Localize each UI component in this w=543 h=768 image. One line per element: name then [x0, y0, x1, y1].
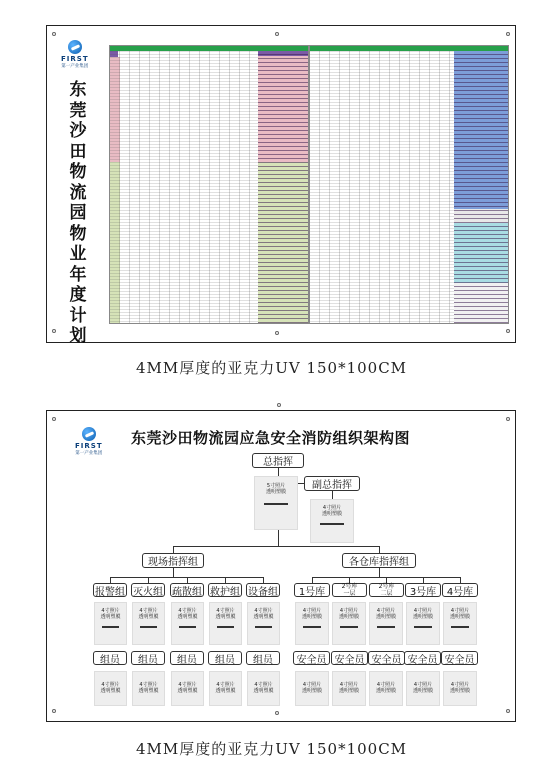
logo-word: FIRST	[75, 442, 103, 450]
warehouse-box: 2号库一层	[332, 583, 367, 597]
member-box: 组员	[170, 651, 204, 665]
safety-officer-box: 安全员	[404, 651, 441, 665]
safety-officer-photo: 4寸照片 透明塑膜	[369, 671, 403, 706]
deputy-commander-box: 副总指挥	[304, 476, 360, 491]
warehouse-leader-photo: 4寸照片 透明塑膜	[332, 602, 366, 645]
note-column	[454, 51, 509, 323]
team-box: 疏散组	[170, 583, 204, 597]
team-leader-photo: 4寸照片 透明塑膜	[94, 602, 127, 645]
warehouse-leader-photo: 4寸照片 透明塑膜	[295, 602, 329, 645]
screw	[52, 329, 56, 333]
team-leader-photo: 4寸照片 透明塑膜	[132, 602, 165, 645]
member-box: 组员	[93, 651, 127, 665]
team-leader-photo: 4寸照片 透明塑膜	[247, 602, 280, 645]
safety-officer-photo: 4寸照片 透明塑膜	[406, 671, 440, 706]
plan-caption: 4MM厚度的亚克力UV 150*100CM	[135, 359, 408, 377]
member-photo: 4寸照片 透明塑膜	[247, 671, 280, 706]
logo-subtitle: 第一产业集团	[61, 64, 89, 69]
team-box: 救护组	[208, 583, 242, 597]
warehouse-leader-photo: 4寸照片 透明塑膜	[406, 602, 440, 645]
warehouse-command-group: 各仓库指挥组	[342, 553, 416, 568]
team-leader-photo: 4寸照片 透明塑膜	[171, 602, 204, 645]
member-box: 组员	[131, 651, 165, 665]
plan-table-left	[109, 45, 309, 324]
member-photo: 4寸照片 透明塑膜	[132, 671, 165, 706]
screw	[275, 32, 279, 36]
team-box: 设备组	[246, 583, 280, 597]
warehouse-box: 4号库	[442, 583, 478, 597]
team-box: 灭火组	[131, 583, 165, 597]
safety-officer-box: 安全员	[368, 651, 405, 665]
safety-officer-photo: 4寸照片 透明塑膜	[443, 671, 477, 706]
member-photo: 4寸照片 透明塑膜	[209, 671, 242, 706]
screw	[506, 32, 510, 36]
warehouse-box: 2号库二层	[369, 583, 404, 597]
warehouse-leader-photo: 4寸照片 透明塑膜	[369, 602, 403, 645]
safety-officer-photo: 4寸照片 透明塑膜	[295, 671, 329, 706]
warehouse-box: 1号库	[294, 583, 330, 597]
plan-table-right	[309, 45, 509, 324]
commander-photo: 5寸照片 透明塑膜	[254, 476, 298, 530]
screw	[275, 331, 279, 335]
plan-board	[46, 25, 516, 346]
globe-icon	[68, 40, 82, 54]
team-leader-photo: 4寸照片 透明塑膜	[209, 602, 242, 645]
member-photo: 4寸照片 透明塑膜	[94, 671, 127, 706]
warehouse-leader-photo: 4寸照片 透明塑膜	[443, 602, 477, 645]
screw	[52, 709, 56, 713]
safety-officer-photo: 4寸照片 透明塑膜	[332, 671, 366, 706]
screw	[506, 417, 510, 421]
org-caption: 4MM厚度的亚克力UV 150*100CM	[135, 740, 408, 758]
logo-word: FIRST	[61, 55, 89, 63]
member-box: 组员	[246, 651, 280, 665]
screw	[506, 329, 510, 333]
safety-officer-box: 安全员	[441, 651, 478, 665]
screw	[277, 403, 281, 407]
company-logo	[75, 427, 103, 456]
deputy-photo: 4寸照片 透明塑膜	[310, 499, 354, 543]
team-box: 报警组	[93, 583, 127, 597]
screw	[52, 417, 56, 421]
member-photo: 4寸照片 透明塑膜	[171, 671, 204, 706]
plan-title: 东 莞 沙 田 物 流 园 物 业 年 度 计 划	[69, 80, 87, 346]
screw	[506, 709, 510, 713]
commander-box: 总指挥	[252, 453, 304, 468]
org-board	[46, 410, 516, 722]
member-box: 组员	[208, 651, 242, 665]
org-title: 东莞沙田物流园应急安全消防组织架构图	[131, 429, 411, 447]
safety-officer-box: 安全员	[293, 651, 330, 665]
warehouse-box: 3号库	[405, 583, 441, 597]
site-command-group: 现场指挥组	[142, 553, 204, 568]
globe-icon	[82, 427, 96, 441]
company-logo	[61, 40, 89, 69]
safety-officer-box: 安全员	[331, 651, 368, 665]
note-column	[258, 51, 309, 323]
screw	[275, 711, 279, 715]
logo-subtitle: 第一产业集团	[75, 451, 103, 456]
screw	[52, 32, 56, 36]
